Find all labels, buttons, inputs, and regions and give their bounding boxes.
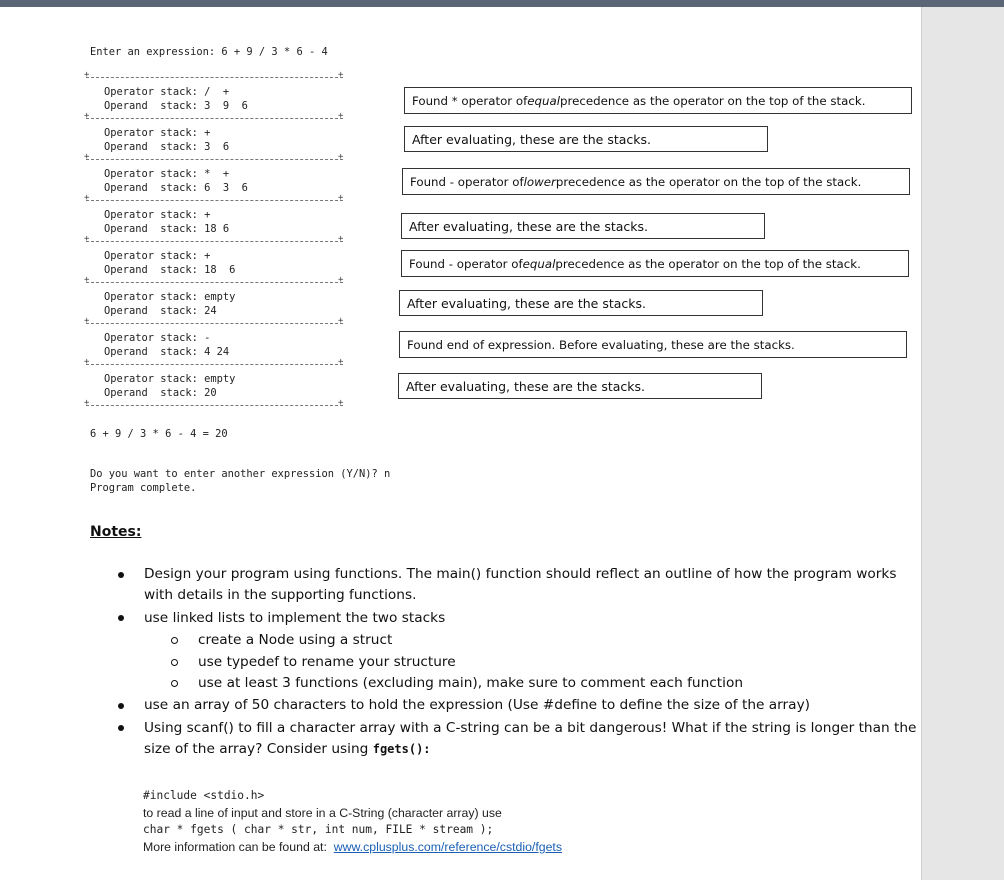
result-line: 6 + 9 / 3 * 6 - 4 = 20: [90, 428, 228, 440]
separator-corner: +: [338, 234, 344, 244]
side-panel: [921, 7, 1004, 880]
separator: [86, 405, 343, 406]
separator: [86, 282, 343, 283]
callout-equal-precedence: Found * operator of equal precedence as the operator on the top of the stack.: [404, 87, 912, 114]
operator-stack-line: Operator stack: +: [104, 209, 211, 221]
operand-stack-line: Operand stack: 3 9 6: [104, 100, 248, 112]
operand-stack-line: Operand stack: 24: [104, 305, 217, 317]
separator-corner: +: [84, 357, 90, 367]
separator-corner: +: [84, 152, 90, 162]
note-functions: Design your program using functions. The main() function should reflect an outline of how the program works: [144, 566, 897, 582]
bullet-icon: [118, 703, 124, 709]
bullet-icon: [118, 615, 124, 621]
bullet-icon: [118, 725, 124, 731]
separator-corner: +: [338, 357, 344, 367]
separator-corner: +: [338, 275, 344, 285]
note-scanf-cont: size of the array? Consider using fgets():: [144, 741, 431, 757]
fgets-code: fgets():: [372, 742, 431, 756]
program-complete-line: Program complete.: [90, 482, 197, 494]
operator-stack-line: Operator stack: * +: [104, 168, 230, 180]
separator-corner: +: [338, 70, 344, 80]
callout-after-evaluating: After evaluating, these are the stacks.: [404, 126, 768, 152]
separator: [86, 241, 343, 242]
operand-stack-line: Operand stack: 20: [104, 387, 217, 399]
operator-stack-line: Operator stack: +: [104, 250, 211, 262]
separator: [86, 200, 343, 201]
note-linked-lists: use linked lists to implement the two stacks: [144, 610, 446, 626]
subnote-functions: use at least 3 functions (excluding main), make sure to comment each function: [198, 675, 744, 691]
reference-link[interactable]: www.cplusplus.com/reference/cstdio/fgets: [333, 840, 562, 854]
code-signature: char * fgets ( char * str, int num, FILE * stream );: [143, 823, 494, 836]
operator-stack-line: Operator stack: empty: [104, 373, 236, 385]
separator-corner: +: [338, 316, 344, 326]
callout-equal-precedence: Found - operator of equal precedence as the operator on the top of the stack.: [401, 250, 909, 277]
bullet-icon: [118, 572, 124, 578]
callout-after-evaluating: After evaluating, these are the stacks.: [399, 290, 763, 316]
continue-prompt: Do you want to enter another expression (Y/N)? n: [90, 468, 391, 480]
operator-stack-line: Operator stack: / +: [104, 86, 230, 98]
separator: [86, 364, 343, 365]
subnote-struct: create a Node using a struct: [198, 632, 393, 648]
notes-heading: Notes:: [90, 524, 142, 540]
callout-after-evaluating: After evaluating, these are the stacks.: [401, 213, 765, 239]
operator-stack-line: Operator stack: empty: [104, 291, 236, 303]
sub-bullet-icon: [171, 680, 178, 687]
separator-corner: +: [84, 70, 90, 80]
operand-stack-line: Operand stack: 4 24: [104, 346, 230, 358]
callout-lower-precedence: Found - operator of lower precedence as the operator on the top of the stack.: [402, 168, 910, 195]
operand-stack-line: Operand stack: 6 3 6: [104, 182, 248, 194]
separator-corner: +: [338, 398, 344, 408]
separator-corner: +: [84, 111, 90, 121]
subnote-typedef: use typedef to rename your structure: [198, 654, 456, 670]
sub-bullet-icon: [171, 659, 178, 666]
operand-stack-line: Operand stack: 18 6: [104, 264, 236, 276]
separator-corner: +: [84, 275, 90, 285]
note-array: use an array of 50 characters to hold the expression (Use #define to define the size of the array): [144, 697, 811, 713]
operand-stack-line: Operand stack: 18 6: [104, 223, 230, 235]
window-top-bar: [0, 0, 1004, 7]
operand-stack-line: Operand stack: 3 6: [104, 141, 230, 153]
note-functions-cont: with details in the supporting functions.: [144, 587, 417, 603]
separator-corner: +: [338, 111, 344, 121]
sub-bullet-icon: [171, 637, 178, 644]
separator-corner: +: [338, 193, 344, 203]
separator: [86, 77, 343, 78]
separator-corner: +: [84, 193, 90, 203]
separator-corner: +: [338, 152, 344, 162]
operator-stack-line: Operator stack: -: [104, 332, 211, 344]
code-description: to read a line of input and store in a C-String (character array) use: [143, 806, 502, 820]
separator-corner: +: [84, 398, 90, 408]
separator: [86, 323, 343, 324]
callout-end-of-expression: Found end of expression. Before evaluating, these are the stacks.: [399, 331, 907, 358]
expression-prompt: Enter an expression: 6 + 9 / 3 * 6 - 4: [90, 46, 328, 58]
note-scanf: Using scanf() to fill a character array with a C-string can be a bit dangerous! What if the string is longer than the: [144, 720, 917, 736]
code-include: #include <stdio.h>: [143, 789, 265, 802]
separator-corner: +: [84, 316, 90, 326]
separator: [86, 159, 343, 160]
more-info-line: More information can be found at: www.cplusplus.com/reference/cstdio/fgets: [143, 840, 562, 854]
separator: [86, 118, 343, 119]
operator-stack-line: Operator stack: +: [104, 127, 211, 139]
separator-corner: +: [84, 234, 90, 244]
callout-after-evaluating: After evaluating, these are the stacks.: [398, 373, 762, 399]
